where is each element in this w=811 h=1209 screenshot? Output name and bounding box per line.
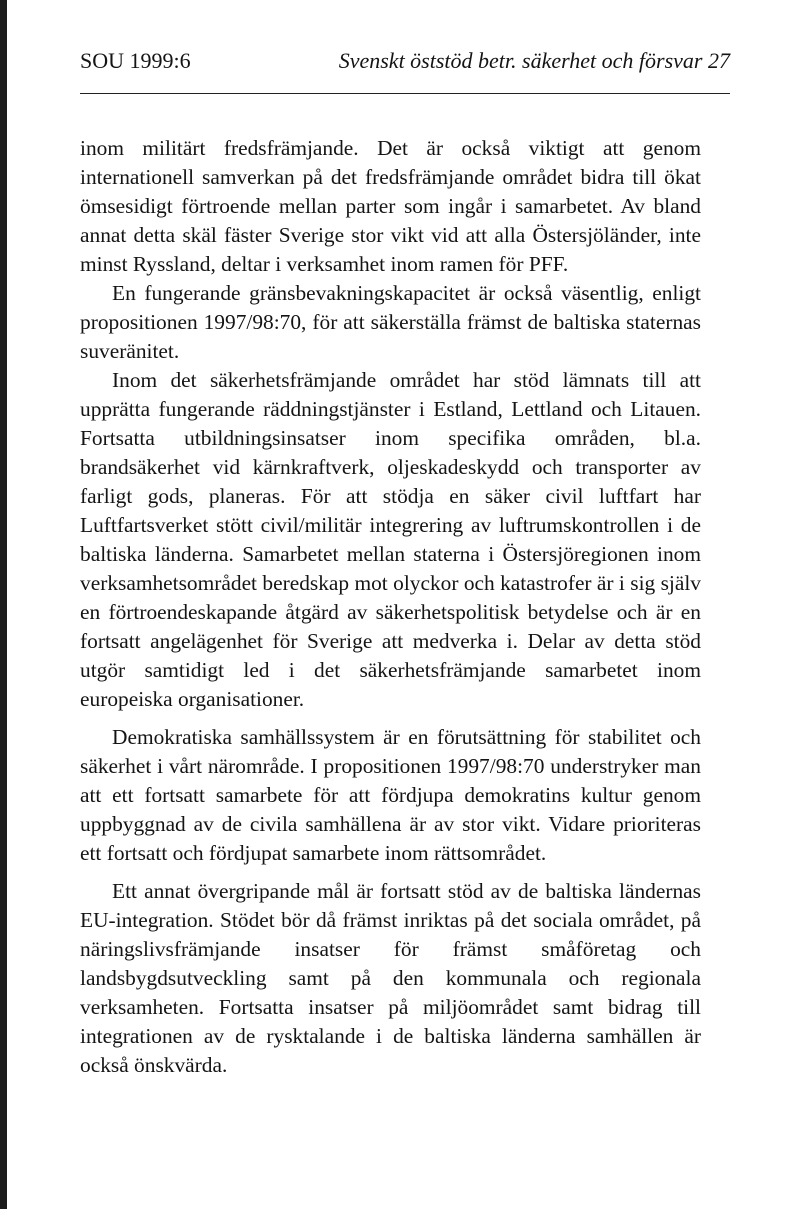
page-binding-edge: [0, 0, 7, 1209]
paragraph-3: Inom det säkerhetsfrämjande området har stöd lämnats till att upprätta fungerande räddningstjänster i Estland, Lettland och Litauen. Fortsatta utbildningsinsatser inom specifika områden, bl.a. brandsäkerhet vid kärnkraftverk, oljeskadeskydd och transporter av farligt gods, planeras. För att stödja en säker civil luftfart har Luftfartsverket stött civil/militär integrering av luftrumskontrollen i de baltiska länderna. Samarbetet mellan staterna i Östersjöregionen inom verksamhetsområdet beredskap mot olyckor och katastrofer är i sig själv en förtroendeskapande åtgärd av säkerhetspolitisk betydelse och är en fortsatt angelägenhet för Sverige att medverka i. Delar av detta stöd utgör samtidigt led i det säkerhetsfrämjande samarbetet inom europeiska organisationer.: [80, 368, 701, 711]
paragraph-2: En fungerande gränsbevakningskapacitet är också väsentlig, enligt propositionen 1997/98:70, för att säkerställa främst de baltiska staternas suveränitet.: [80, 281, 701, 363]
paragraph-1: inom militärt fredsfrämjande. Det är också viktigt att genom internationell samverkan på det fredsfrämjande området bidra till ökat ömsesidigt förtroende mellan parter som ingår i samarbetet. Av bland annat detta skäl fäster Sverige stor vikt vid att alla Östersjöländer, inte minst Ryssland, deltar i verksamhet inom ramen för PFF.: [80, 136, 701, 276]
running-title-with-page-number: Svenskt öststöd betr. säkerhet och försvar 27: [338, 48, 730, 73]
header-divider: [80, 93, 730, 94]
body-text: [80, 134, 701, 1080]
paragraph-4: Demokratiska samhällssystem är en förutsättning för stabilitet och säkerhet i vårt närområde. I propositionen 1997/98:70 understryker man att ett fortsatt samarbete för att fördjupa demokratins kultur genom uppbyggnad av de civila samhällena är av stor vikt. Vidare prioriteras ett fortsatt och fördjupat samarbete inom rättsområdet.: [80, 725, 701, 865]
document-series-number: SOU 1999:6: [80, 48, 191, 73]
running-header: [80, 44, 730, 78]
paragraph-5: Ett annat övergripande mål är fortsatt stöd av de baltiska ländernas EU-integration. Stödet bör då främst inriktas på det sociala området, på näringslivsfrämjande insatser för främst småföretag och landsbygdsutveckling samt på den kommunala och regionala verksamheten. Fortsatta insatser på miljöområdet samt bidrag till integrationen av de rysktalande i de baltiska länderna samhällen är också önskvärda.: [80, 879, 701, 1077]
